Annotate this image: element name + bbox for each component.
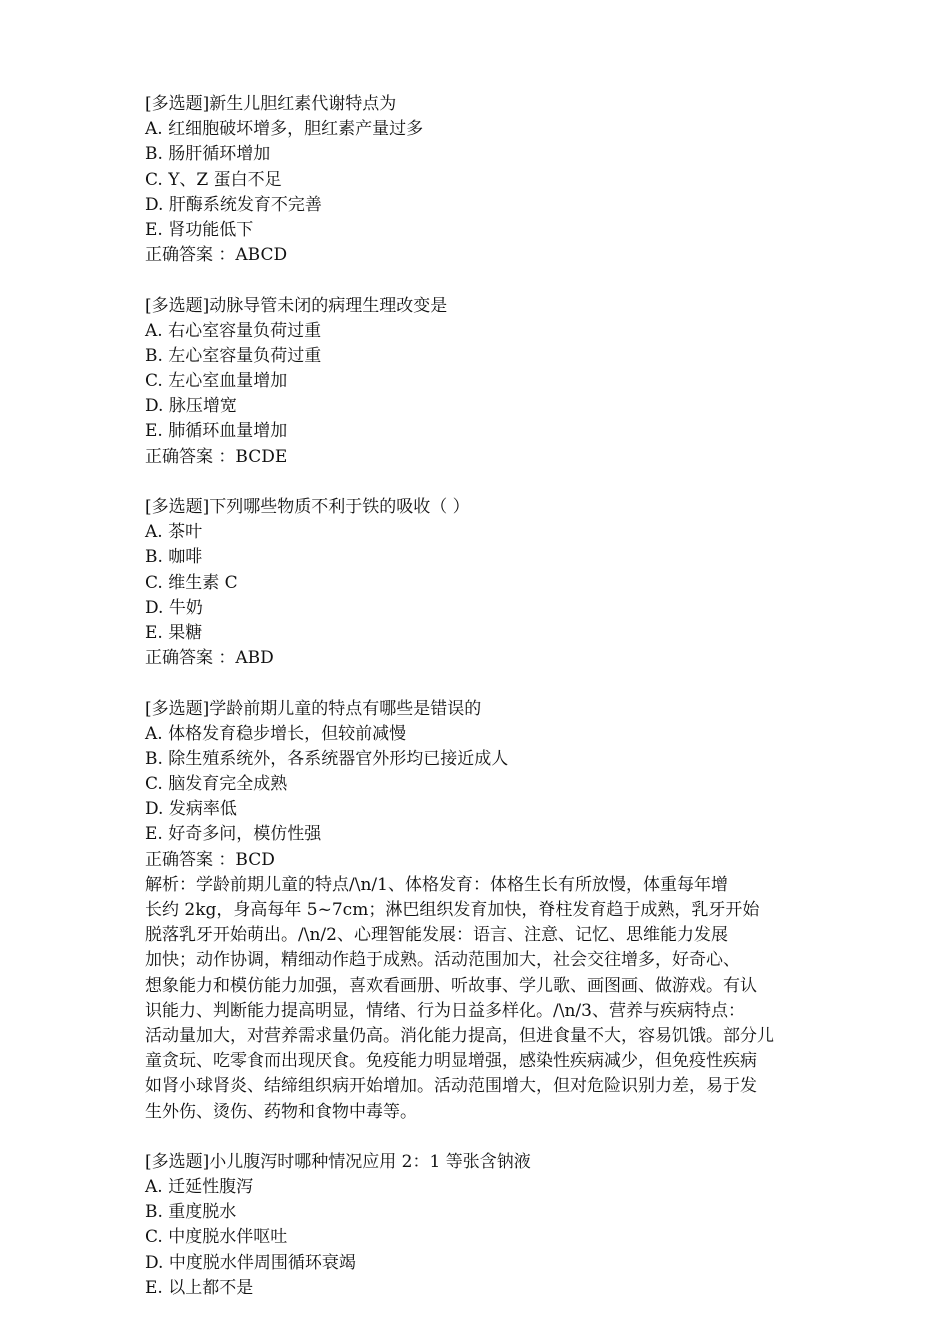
document-page (145, 92, 865, 1326)
option-a: A. 红细胞破坏增多，胆红素产量过多 (145, 119, 424, 140)
analysis-line: 解析：学龄前期儿童的特点/\n/1、体格发育：体格生长有所放慢，体重每年增 (145, 874, 728, 895)
analysis-line: 如肾小球肾炎、结缔组织病开始增加。活动范围增大，但对危险识别力差，易于发 (145, 1076, 757, 1097)
correct-answer: 正确答案 ：BCD (145, 849, 275, 870)
question-3 (145, 495, 865, 671)
option-d: D. 脉压增宽 (145, 396, 237, 417)
question-2 (145, 294, 865, 470)
question-1 (145, 92, 865, 268)
analysis-line: 加快；动作协调，精细动作趋于成熟。活动范围加大，社会交往增多，好奇心、 (145, 950, 740, 971)
question-stem: [多选题]动脉导管未闭的病理生理改变是 (145, 295, 448, 316)
option-b: B. 咖啡 (145, 547, 203, 568)
option-b: B. 除生殖系统外，各系统器官外形均已接近成人 (145, 748, 509, 769)
option-d: D. 牛奶 (145, 597, 203, 618)
analysis-line: 想象能力和模仿能力加强，喜欢看画册、听故事、学儿歌、画图画、做游戏。有认 (145, 975, 757, 996)
option-d: D. 中度脱水伴周围循环衰竭 (145, 1252, 356, 1273)
analysis-line: 识能力、判断能力提高明显，情绪、行为日益多样化。/\n/3、营养与疾病特点： (145, 1000, 745, 1021)
option-a: A. 茶叶 (145, 522, 203, 543)
question-stem: [多选题]新生儿胆红素代谢特点为 (145, 94, 397, 114)
option-c: C. 脑发育完全成熟 (145, 774, 288, 795)
option-a: A. 体格发育稳步增长，但较前减慢 (145, 723, 407, 744)
question-stem: [多选题]下列哪些物质不利于铁的吸收（ ） (145, 497, 470, 517)
option-d: D. 肝酶系统发育不完善 (145, 194, 322, 215)
option-a: A. 右心室容量负荷过重 (145, 320, 322, 341)
option-c: C. Y、Z 蛋白不足 (145, 169, 282, 190)
option-c: C. 左心室血量增加 (145, 371, 288, 392)
correct-answer: 正确答案 ：ABCD (145, 245, 288, 266)
option-e: E. 肺循环血量增加 (145, 421, 288, 442)
question-stem: [多选题]小儿腹泻时哪种情况应用 2：1 等张含钠液 (145, 1151, 531, 1172)
option-e: E. 以上都不是 (145, 1277, 254, 1298)
option-e: E. 肾功能低下 (145, 219, 254, 240)
option-e: E. 果糖 (145, 622, 203, 643)
question-5 (145, 1150, 865, 1301)
correct-answer: 正确答案 ：BCDE (145, 446, 288, 467)
option-c: C. 中度脱水伴呕吐 (145, 1227, 288, 1248)
analysis-line: 生外伤、烫伤、药物和食物中毒等。 (145, 1101, 417, 1122)
option-b: B. 肠肝循环增加 (145, 144, 271, 165)
analysis-line: 长约 2kg，身高每年 5~7cm；淋巴组织发育加快，脊柱发育趋于成熟，乳牙开始 (145, 900, 760, 920)
analysis (145, 873, 865, 1125)
option-d: D. 发病率低 (145, 799, 237, 820)
option-c: C. 维生素 C (145, 572, 238, 593)
option-e: E. 好奇多问，模仿性强 (145, 824, 322, 845)
option-b: B. 重度脱水 (145, 1202, 237, 1223)
option-b: B. 左心室容量负荷过重 (145, 345, 322, 366)
analysis-line: 童贪玩、吃零食而出现厌食。免疫能力明显增强，感染性疾病减少，但免疫性疾病 (145, 1051, 757, 1072)
analysis-line: 脱落乳牙开始萌出。/\n/2、心理智能发展：语言、注意、记忆、思维能力发展 (145, 925, 728, 946)
analysis-line: 活动量加大，对营养需求量仍高。消化能力提高，但进食量不大，容易饥饿。部分儿 (145, 1025, 774, 1046)
correct-answer: 正确答案 ：ABD (145, 648, 274, 669)
question-4 (145, 697, 865, 1125)
question-stem: [多选题]学龄前期儿童的特点有哪些是错误的 (145, 698, 482, 719)
option-a: A. 迁延性腹泻 (145, 1177, 254, 1198)
